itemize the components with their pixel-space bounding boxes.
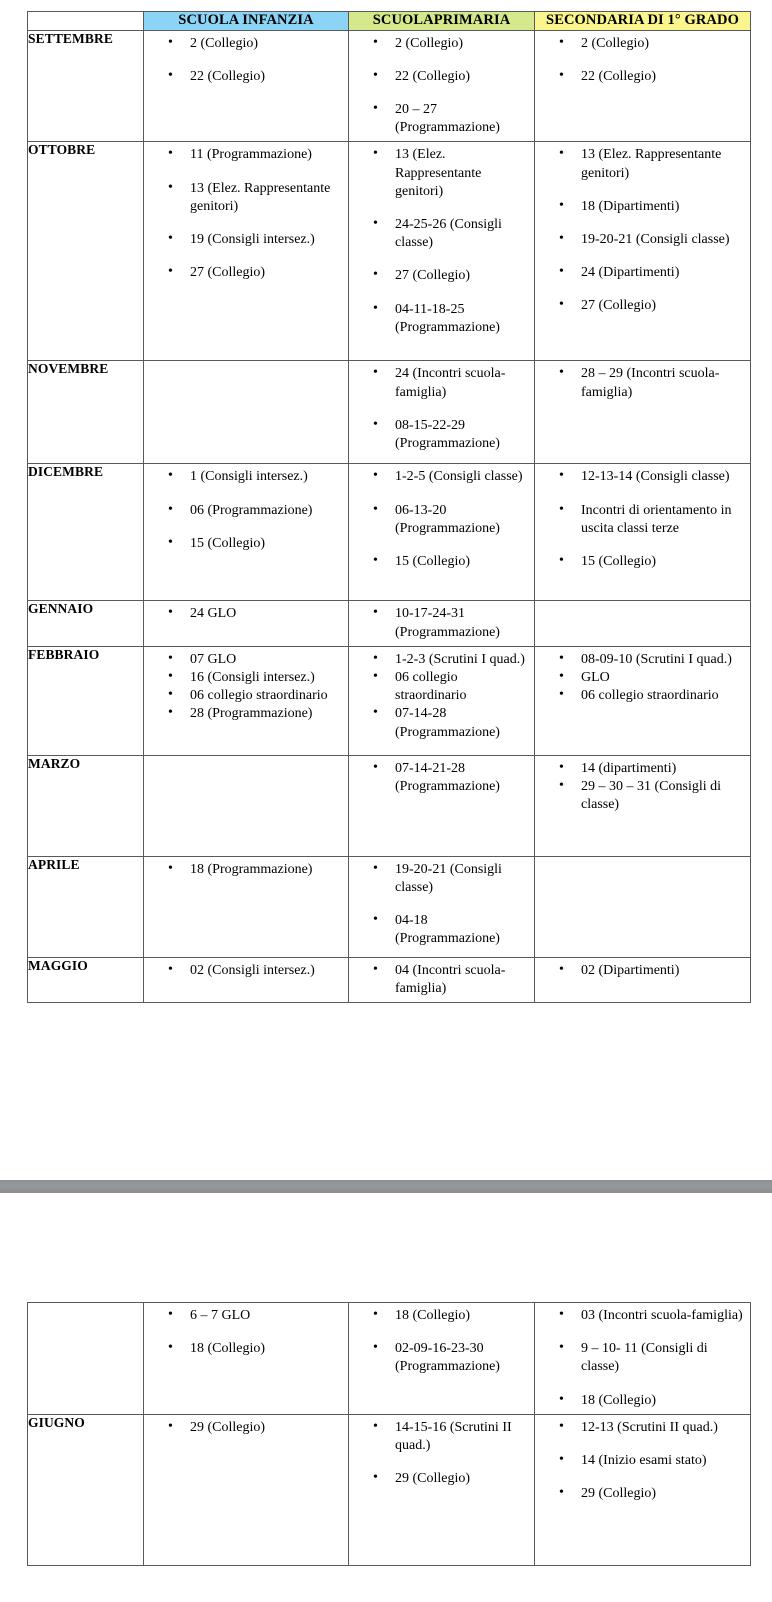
cell-secondaria-primo-grado [535, 856, 751, 957]
event-item: • 04-11-18-25 (Programmazione) [349, 301, 530, 337]
cell-secondaria-primo-grado-list [535, 361, 750, 405]
event-item: • 03 (Incontri scuola-famiglia) [535, 1307, 746, 1325]
cell-scuola-primaria-list [349, 958, 534, 1002]
month-label: OTTOBRE [28, 142, 144, 361]
event-item: • 15 (Collegio) [144, 535, 344, 553]
event-item: • 13 (Elez. Rappresentante genitori) [144, 180, 344, 216]
event-item: • 2 (Collegio) [349, 35, 530, 53]
cell-secondaria-primo-grado-list [535, 1415, 750, 1508]
cell-scuola-infanzia [144, 646, 349, 755]
event-item: • GLO [535, 669, 746, 687]
cell-scuola-infanzia [144, 1303, 349, 1415]
cell-scuola-primaria-list [349, 464, 534, 575]
event-item: • 29 (Collegio) [535, 1485, 746, 1503]
cell-scuola-infanzia [144, 361, 349, 464]
month-label: MAGGIO [28, 957, 144, 1002]
event-item: • 24-25-26 (Consigli classe) [349, 216, 530, 252]
cell-scuola-primaria [349, 30, 535, 142]
event-item: • 04 (Incontri scuola-famiglia) [349, 962, 530, 998]
event-item: • 2 (Collegio) [144, 35, 344, 53]
event-item: • 20 – 27 (Programmazione) [349, 101, 530, 137]
cell-scuola-primaria [349, 1303, 535, 1415]
event-item: • 24 (Incontri scuola-famiglia) [349, 365, 530, 401]
month-label: FEBBRAIO [28, 646, 144, 755]
event-item: • 24 (Dipartimenti) [535, 264, 746, 282]
event-item: • 19-20-21 (Consigli classe) [535, 231, 746, 249]
cell-scuola-infanzia-list [144, 31, 348, 90]
event-item: • 24 GLO [144, 605, 344, 623]
cell-secondaria-primo-grado-list [535, 958, 750, 984]
cell-scuola-primaria-list [349, 647, 534, 746]
table-row [28, 142, 751, 361]
calendar-page-2 [27, 1302, 772, 1566]
table-row [28, 1303, 751, 1415]
event-item: • 22 (Collegio) [535, 68, 746, 86]
header-scuola-primaria: SCUOLAPRIMARIA [349, 12, 535, 31]
event-item: • 28 (Programmazione) [144, 705, 344, 723]
event-item: • 27 (Collegio) [535, 297, 746, 315]
cell-scuola-infanzia [144, 464, 349, 601]
cell-scuola-infanzia-list [144, 464, 348, 557]
month-label: MARZO [28, 755, 144, 856]
event-item: • 07 GLO [144, 651, 344, 669]
cell-scuola-primaria-list [349, 756, 534, 800]
table-row [28, 646, 751, 755]
month-label: DICEMBRE [28, 464, 144, 601]
event-item: • 06 collegio straordinario [144, 687, 344, 705]
cell-scuola-primaria [349, 755, 535, 856]
event-item: • 13 (Elez. Rappresentante genitori) [349, 146, 530, 201]
calendar-table-1 [27, 11, 751, 1003]
month-label: GENNAIO [28, 601, 144, 646]
event-item: • 06 collegio straordinario [535, 687, 746, 705]
event-item: • 08-15-22-29 (Programmazione) [349, 417, 530, 453]
event-item: • 18 (Collegio) [144, 1340, 344, 1358]
event-item: • 02 (Consigli intersez.) [144, 962, 344, 980]
event-item: • 15 (Collegio) [535, 553, 746, 571]
header-scuola-infanzia: SCUOLA INFANZIA [144, 12, 349, 31]
cell-scuola-infanzia [144, 755, 349, 856]
table-row [28, 856, 751, 957]
event-item: • 02-09-16-23-30 (Programmazione) [349, 1340, 530, 1376]
event-item: • 07-14-28 (Programmazione) [349, 705, 530, 741]
cell-secondaria-primo-grado-list [535, 647, 750, 710]
cell-secondaria-primo-grado [535, 1303, 751, 1415]
event-item: • 13 (Elez. Rappresentante genitori) [535, 146, 746, 182]
cell-scuola-infanzia-list [144, 857, 348, 883]
event-item: • 18 (Dipartimenti) [535, 198, 746, 216]
event-item: • 1-2-5 (Consigli classe) [349, 468, 530, 486]
cell-scuola-infanzia [144, 856, 349, 957]
cell-scuola-primaria-list [349, 142, 534, 341]
event-item: • 06 collegio straordinario [349, 669, 530, 705]
table-row [28, 30, 751, 142]
cell-scuola-infanzia-list [144, 958, 348, 984]
event-item: • 10-17-24-31 (Programmazione) [349, 605, 530, 641]
page-break-band [0, 1180, 772, 1193]
cell-scuola-primaria-list [349, 31, 534, 142]
event-item: • 18 (Collegio) [535, 1392, 746, 1410]
cell-scuola-infanzia [144, 1414, 349, 1565]
event-item: • 14-15-16 (Scrutini II quad.) [349, 1419, 530, 1455]
event-item: • 04-18 (Programmazione) [349, 912, 530, 948]
cell-secondaria-primo-grado-list [535, 756, 750, 819]
cell-scuola-infanzia [144, 601, 349, 646]
cell-scuola-primaria-list [349, 601, 534, 645]
table-header-row [28, 12, 751, 31]
event-item: • 27 (Collegio) [349, 267, 530, 285]
month-label: SETTEMBRE [28, 30, 144, 142]
cell-secondaria-primo-grado-list [535, 142, 750, 319]
cell-scuola-infanzia-list [144, 1303, 348, 1362]
event-item: • 28 – 29 (Incontri scuola-famiglia) [535, 365, 746, 401]
cell-secondaria-primo-grado [535, 464, 751, 601]
event-item: • 06 (Programmazione) [144, 502, 344, 520]
cell-scuola-primaria [349, 856, 535, 957]
event-item: • 02 (Dipartimenti) [535, 962, 746, 980]
event-item: • 2 (Collegio) [535, 35, 746, 53]
calendar-table-2-body [28, 1303, 751, 1566]
month-label: GIUGNO [28, 1414, 144, 1565]
event-item: • Incontri di orientamento in uscita classi terze [535, 502, 746, 538]
month-label: NOVEMBRE [28, 361, 144, 464]
event-item: • 29 (Collegio) [349, 1470, 530, 1488]
table-row [28, 957, 751, 1002]
event-item: • 14 (Inizio esami stato) [535, 1452, 746, 1470]
table-row [28, 1414, 751, 1565]
cell-scuola-primaria [349, 601, 535, 646]
cell-secondaria-primo-grado [535, 1414, 751, 1565]
cell-secondaria-primo-grado-list [535, 464, 750, 575]
event-item: • 06-13-20 (Programmazione) [349, 502, 530, 538]
cell-scuola-infanzia-list [144, 1415, 348, 1441]
cell-scuola-primaria-list [349, 1415, 534, 1493]
cell-secondaria-primo-grado-list [535, 31, 750, 90]
event-item: • 22 (Collegio) [144, 68, 344, 86]
event-item: • 22 (Collegio) [349, 68, 530, 86]
cell-scuola-infanzia-list [144, 647, 348, 728]
cell-scuola-primaria [349, 1414, 535, 1565]
cell-secondaria-primo-grado [535, 30, 751, 142]
cell-scuola-infanzia-list [144, 601, 348, 627]
header-secondaria-primo-grado: SECONDARIA DI 1° GRADO [535, 12, 751, 31]
cell-scuola-primaria [349, 646, 535, 755]
event-item: • 19-20-21 (Consigli classe) [349, 861, 530, 897]
event-item: • 07-14-21-28 (Programmazione) [349, 760, 530, 796]
event-item: • 12-13-14 (Consigli classe) [535, 468, 746, 486]
cell-scuola-infanzia [144, 142, 349, 361]
table-row [28, 601, 751, 646]
event-item: • 12-13 (Scrutini II quad.) [535, 1419, 746, 1437]
cell-scuola-primaria [349, 361, 535, 464]
event-item: • 14 (dipartimenti) [535, 760, 746, 778]
event-item: • 29 (Collegio) [144, 1419, 344, 1437]
cell-secondaria-primo-grado [535, 601, 751, 646]
cell-scuola-infanzia [144, 957, 349, 1002]
cell-scuola-infanzia [144, 30, 349, 142]
cell-secondaria-primo-grado [535, 361, 751, 464]
month-label: APRILE [28, 856, 144, 957]
cell-secondaria-primo-grado [535, 142, 751, 361]
cell-secondaria-primo-grado [535, 755, 751, 856]
event-item: • 1 (Consigli intersez.) [144, 468, 344, 486]
calendar-table-1-body [28, 30, 751, 1003]
event-item: • 19 (Consigli intersez.) [144, 231, 344, 249]
event-item: • 18 (Collegio) [349, 1307, 530, 1325]
event-item: • 9 – 10- 11 (Consigli di classe) [535, 1340, 746, 1376]
event-item: • 15 (Collegio) [349, 553, 530, 571]
event-item: • 18 (Programmazione) [144, 861, 344, 879]
month-label [28, 1303, 144, 1415]
cell-scuola-primaria-list [349, 361, 534, 457]
cell-scuola-primaria [349, 464, 535, 601]
cell-scuola-primaria [349, 142, 535, 361]
event-item: • 16 (Consigli intersez.) [144, 669, 344, 687]
cell-scuola-primaria [349, 957, 535, 1002]
cell-secondaria-primo-grado-list [535, 1303, 750, 1414]
cell-scuola-primaria-list [349, 1303, 534, 1381]
cell-scuola-primaria-list [349, 857, 534, 953]
event-item: • 08-09-10 (Scrutini I quad.) [535, 651, 746, 669]
cell-scuola-infanzia-list [144, 142, 348, 286]
calendar-table-2 [27, 1302, 751, 1566]
table-row [28, 755, 751, 856]
table-row [28, 464, 751, 601]
event-item: • 29 – 30 – 31 (Consigli di classe) [535, 778, 746, 814]
cell-secondaria-primo-grado [535, 957, 751, 1002]
table-row [28, 361, 751, 464]
event-item: • 6 – 7 GLO [144, 1307, 344, 1325]
event-item: • 1-2-3 (Scrutini I quad.) [349, 651, 530, 669]
event-item: • 27 (Collegio) [144, 264, 344, 282]
header-month-column [28, 12, 144, 31]
event-item: • 11 (Programmazione) [144, 146, 344, 164]
calendar-page-1 [27, 11, 772, 1003]
cell-secondaria-primo-grado [535, 646, 751, 755]
